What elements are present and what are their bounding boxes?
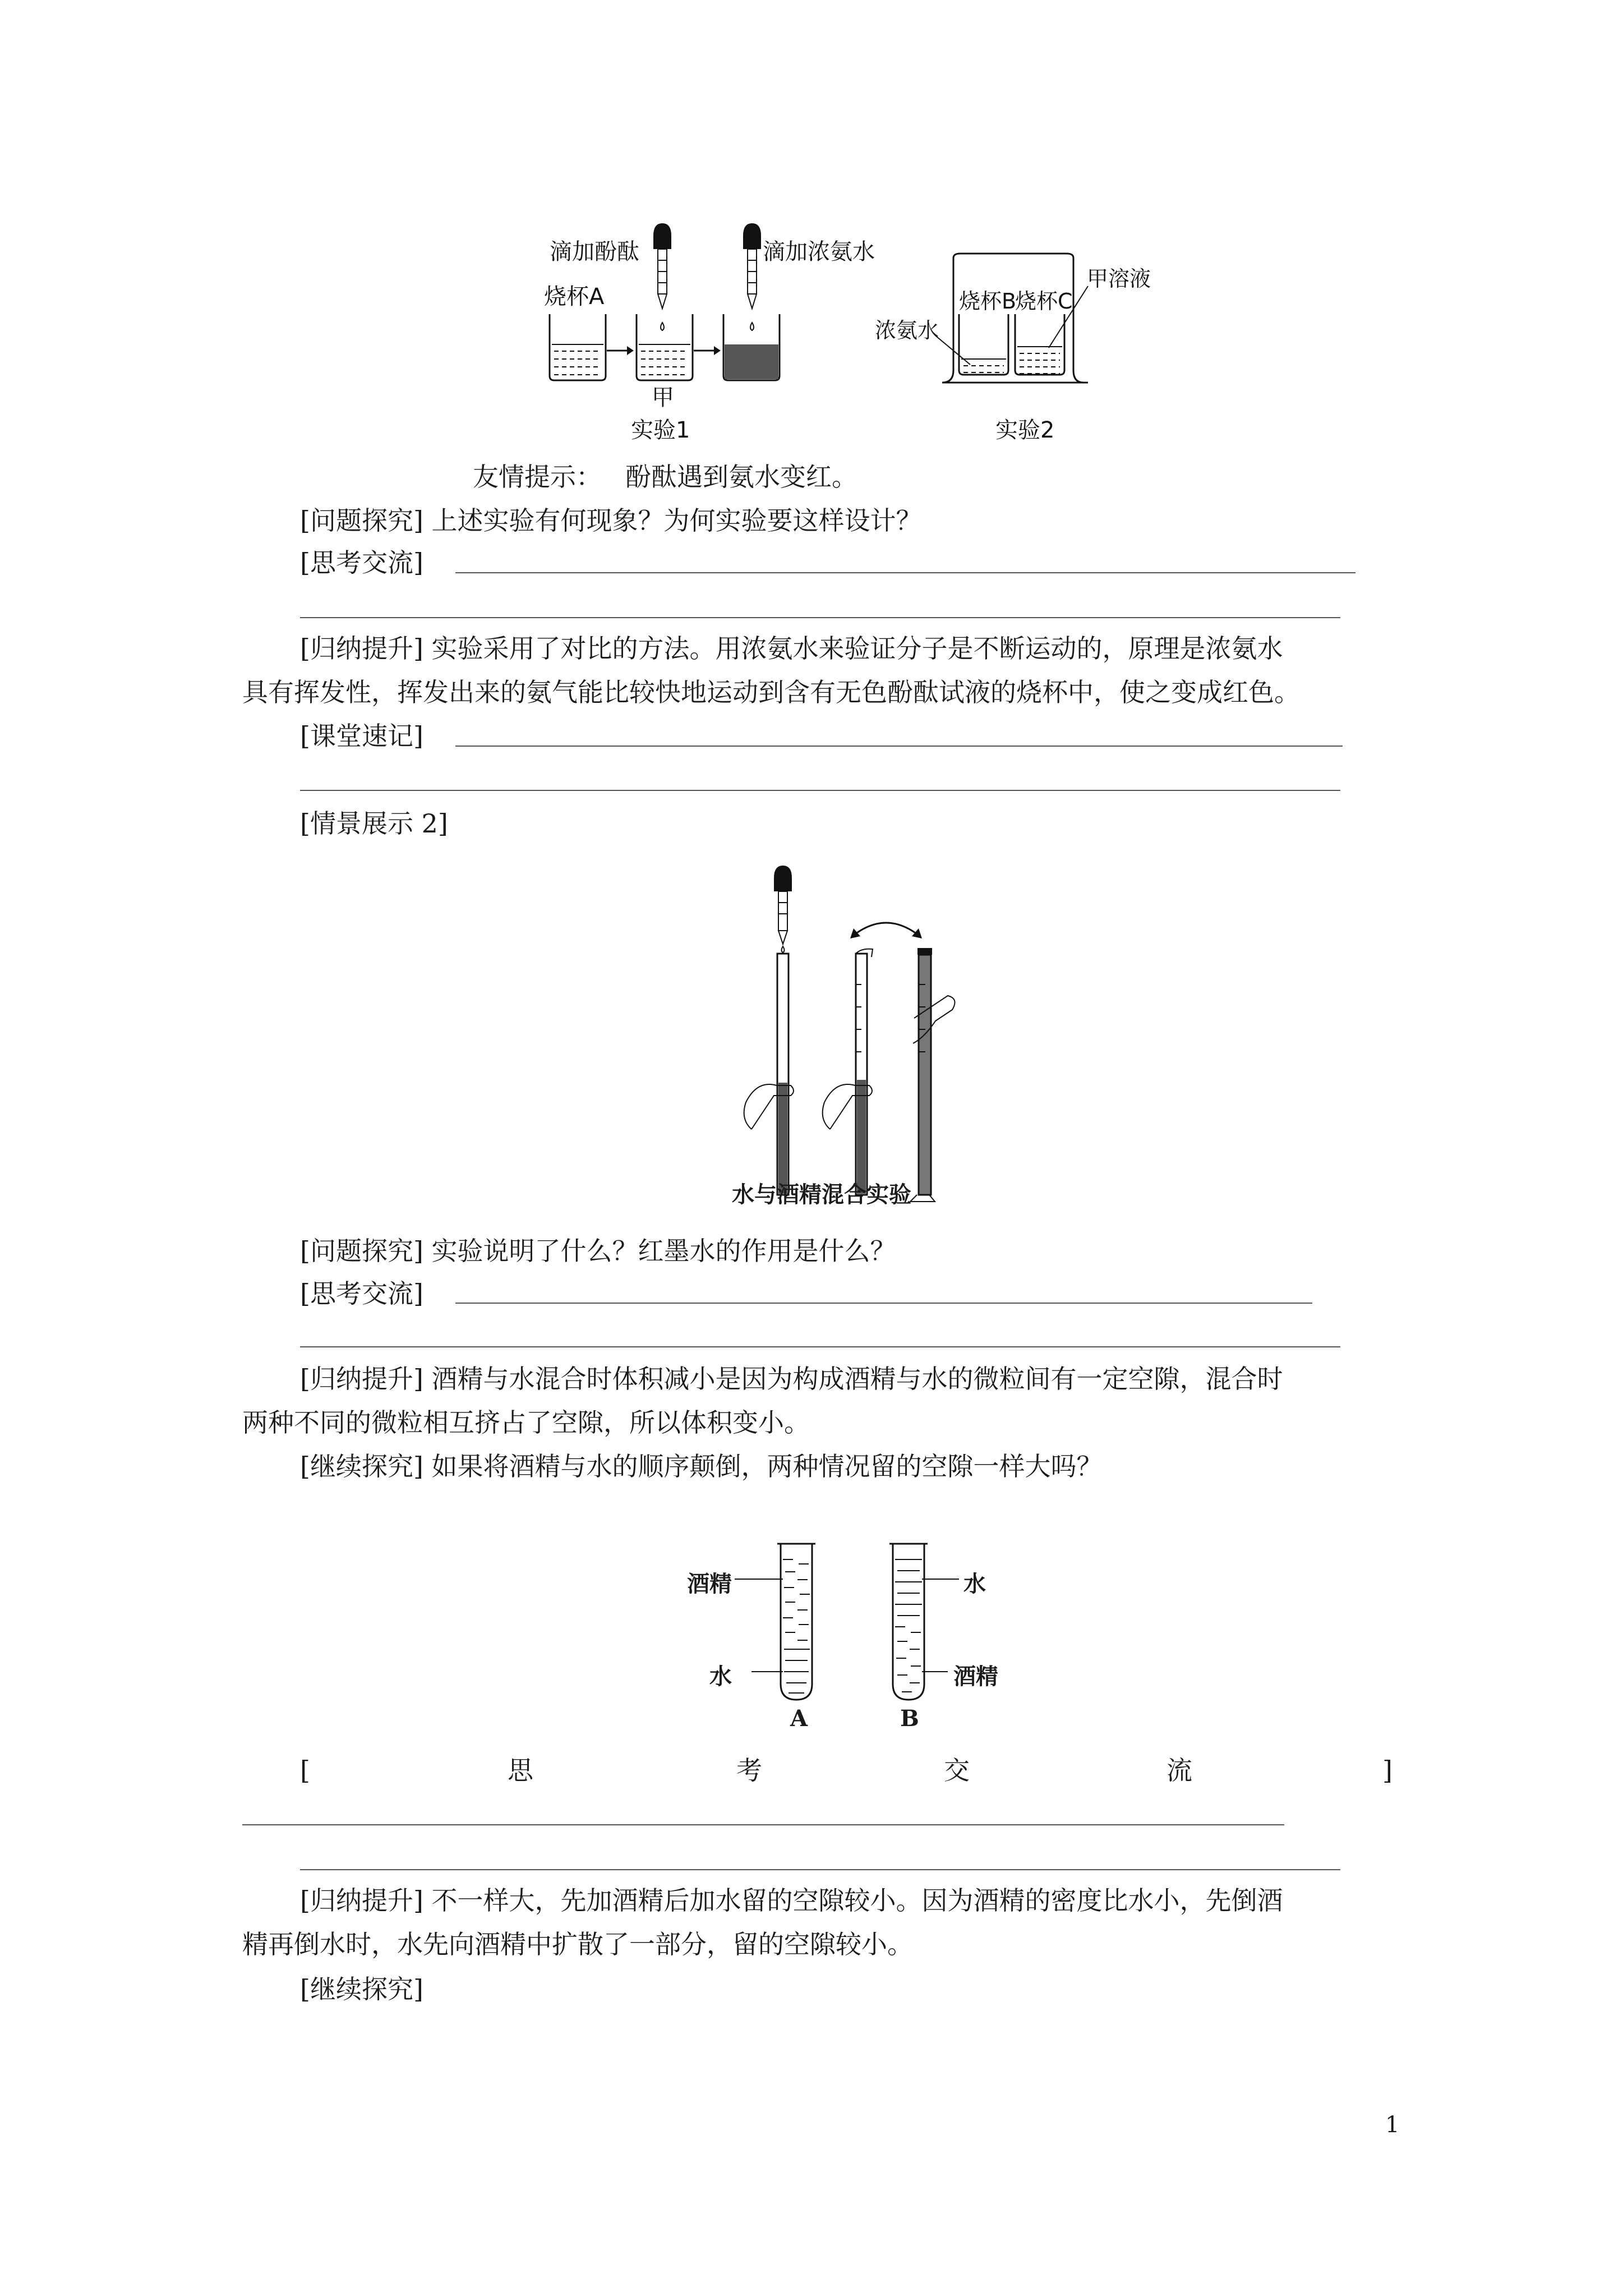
drop-phenol-label: 滴加酚酞 — [550, 239, 639, 265]
dropper-icon — [774, 866, 792, 953]
bracket-open: [ — [300, 1755, 310, 1786]
experiment-figure — [527, 208, 1166, 449]
think-line-2 — [300, 1271, 423, 1316]
mixing-caption: 水与酒精混合实验 — [732, 1182, 911, 1208]
think-char-3: 交 — [944, 1755, 970, 1786]
notes-line — [300, 714, 423, 758]
answer-blank[interactable] — [300, 1869, 1340, 1870]
drop-ammonia-label: 滴加浓氨水 — [763, 239, 875, 265]
tube-3-icon — [910, 948, 955, 1202]
tube-1-icon — [744, 954, 794, 1195]
think-char-1: 思 — [508, 1755, 533, 1786]
summary-text: 酒精与水混合时体积减小是因为构成酒精与水的微粒间有一定空隙，混合时 — [431, 1364, 1283, 1394]
scene2-title: [情景展示 2] — [300, 808, 448, 839]
think-line-1 — [300, 540, 423, 585]
answer-blank[interactable] — [300, 617, 1340, 618]
jia-solution-label: 甲溶液 — [1087, 266, 1151, 291]
tube-a-label: A — [790, 1705, 808, 1732]
summary-tag: [归纳提升] — [300, 1364, 423, 1394]
question-text: 实验说明了什么？红墨水的作用是什么？ — [431, 1236, 896, 1266]
dropper-icon — [743, 223, 761, 309]
summary-3-line1 — [300, 1878, 1283, 1923]
summary-tag: [归纳提升] — [300, 1885, 423, 1916]
beaker-c-label: 烧杯C — [1015, 289, 1073, 314]
think-char-4: 流 — [1166, 1755, 1192, 1786]
bell-jar-icon — [937, 254, 1088, 383]
summary-text: 不一样大，先加酒精后加水留的空隙较小。因为酒精的密度比水小，先倒酒 — [431, 1885, 1283, 1916]
jia-label: 甲 — [652, 385, 674, 411]
beaker-b-label: 烧杯B — [959, 289, 1017, 314]
tube-b-label: B — [900, 1705, 919, 1732]
answer-blank[interactable] — [455, 1303, 1312, 1304]
question-line-1 — [300, 498, 922, 543]
answer-blank[interactable] — [300, 1346, 1340, 1347]
summary-2-line1 — [300, 1356, 1283, 1401]
caption-exp1: 实验1 — [631, 417, 690, 443]
mixing-figure — [729, 855, 987, 1220]
beaker-a-label: 烧杯A — [544, 284, 605, 310]
dropper-icon — [653, 223, 671, 309]
tube-b-bottom-label: 酒精 — [953, 1664, 998, 1690]
continue-text: 如果将酒精与水的顺序颠倒，两种情况留的空隙一样大吗？ — [431, 1451, 1103, 1481]
caption-exp2: 实验2 — [995, 417, 1055, 443]
continue-tag: [继续探究] — [300, 1451, 423, 1481]
answer-blank[interactable] — [242, 1824, 1284, 1825]
think-tag: [思考交流] — [300, 1278, 423, 1309]
bracket-close: ] — [1382, 1755, 1393, 1786]
hint-label: 友情提示： — [473, 462, 602, 492]
think-heading-spread — [300, 1748, 1396, 1793]
hint-text: 酚酞遇到氨水变红。 — [625, 462, 857, 492]
rotate-arrow-icon — [850, 923, 922, 938]
tube-a-icon — [735, 1544, 815, 1700]
question-tag: [问题探究] — [300, 1236, 423, 1266]
think-char-2: 考 — [736, 1755, 762, 1786]
test-tubes-figure — [679, 1531, 1026, 1722]
question-text: 上述实验有何现象？为何实验要这样设计？ — [431, 505, 922, 536]
tube-b-icon — [889, 1544, 959, 1700]
hint-line — [473, 454, 857, 499]
summary-tag: [归纳提升] — [300, 633, 423, 664]
continue-line-2 — [300, 1444, 1103, 1489]
summary-1-line1 — [300, 626, 1283, 671]
summary-3-line2: 精再倒水时，水先向酒精中扩散了一部分，留的空隙较小。 — [242, 1929, 913, 1959]
notes-blank[interactable] — [455, 746, 1343, 747]
question-tag: [问题探究] — [300, 505, 423, 536]
tube-a-top-label: 酒精 — [687, 1571, 732, 1597]
conc-ammonia-label: 浓氨水 — [875, 318, 939, 343]
tube-a-bottom-label: 水 — [709, 1664, 732, 1690]
notes-tag: [课堂速记] — [300, 721, 423, 751]
summary-1-line2: 具有挥发性，挥发出来的氨气能比较快地运动到含有无色酚酞试液的烧杯中，使之变成红色。 — [242, 677, 1300, 707]
summary-text: 实验采用了对比的方法。用浓氨水来验证分子是不断运动的，原理是浓氨水 — [431, 633, 1283, 664]
beaker-a-icon — [550, 314, 606, 380]
tube-b-top-label: 水 — [963, 1571, 986, 1597]
tube-2-icon — [823, 949, 873, 1195]
beaker-red-icon — [723, 314, 780, 380]
question-line-2 — [300, 1228, 896, 1273]
think-tag: [思考交流] — [300, 547, 423, 578]
answer-blank[interactable] — [455, 572, 1355, 573]
page-number: 1 — [1385, 2112, 1400, 2138]
beaker-jia-icon — [637, 314, 693, 380]
notes-blank[interactable] — [300, 790, 1340, 791]
summary-2-line2: 两种不同的微粒相互挤占了空隙，所以体积变小。 — [242, 1407, 810, 1438]
continue-tag: [继续探究] — [300, 1974, 423, 2004]
continue-line-3 — [300, 1967, 423, 2012]
